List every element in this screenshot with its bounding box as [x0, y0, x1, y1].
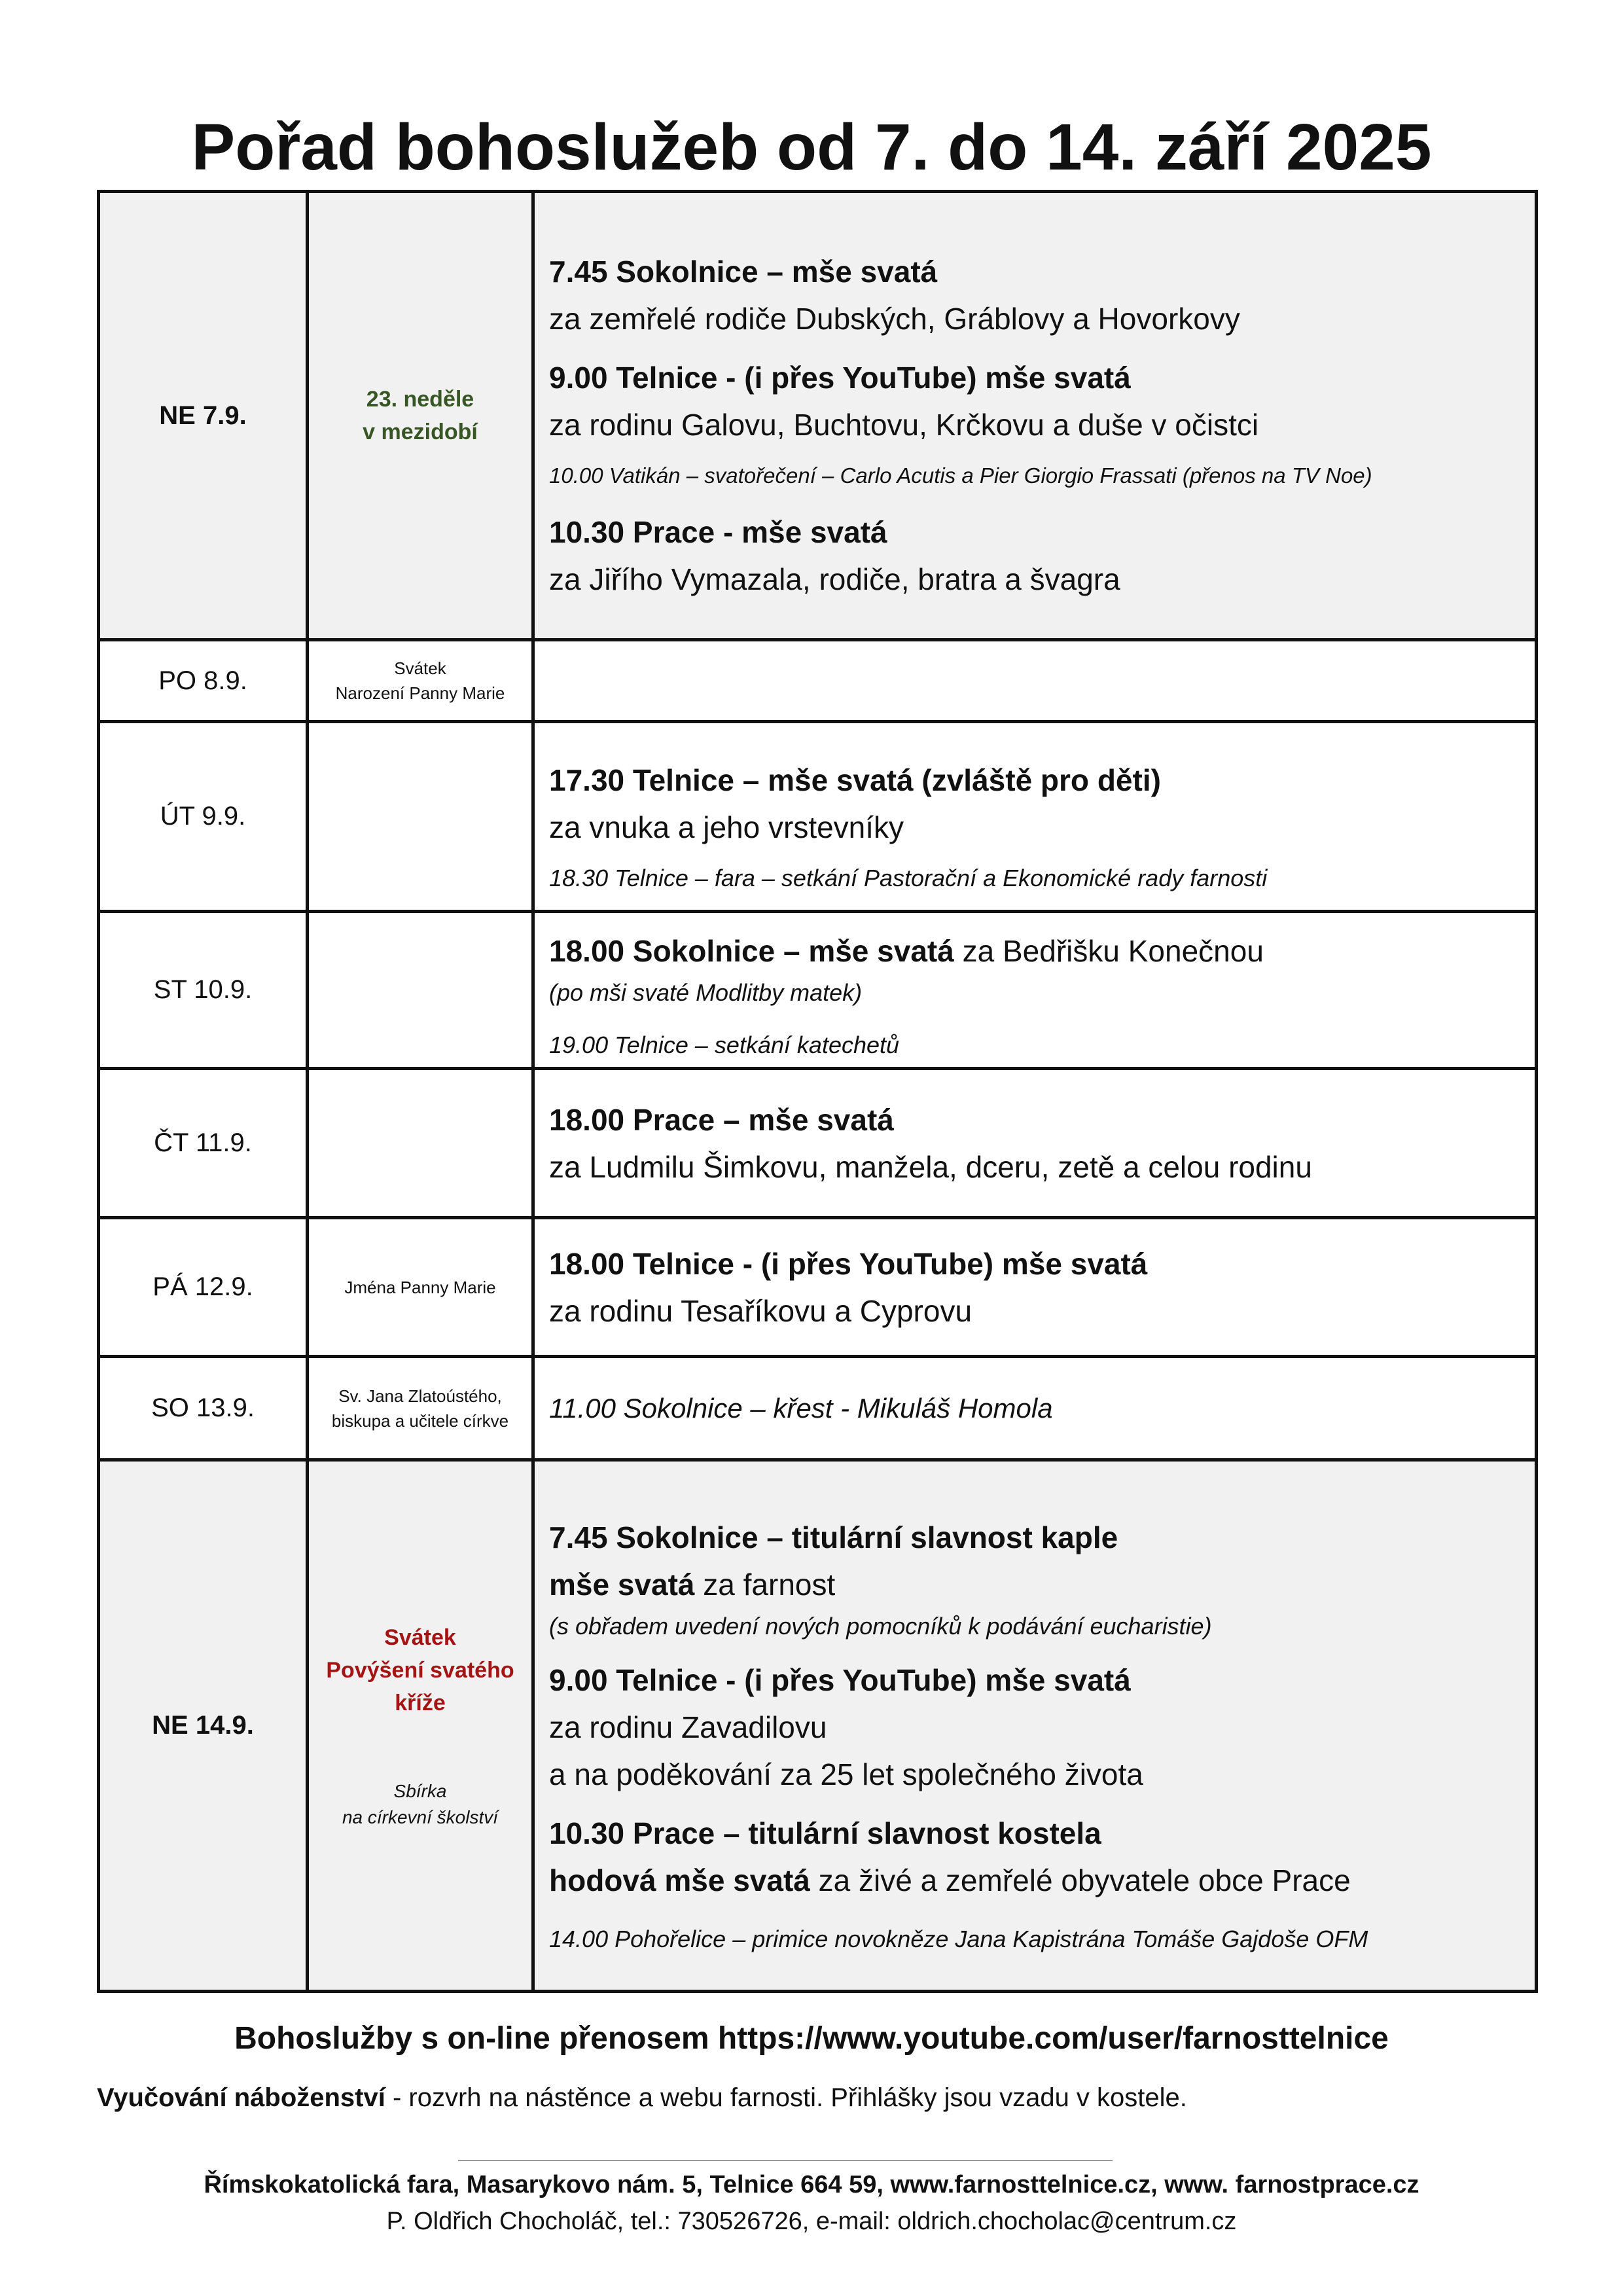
events-cell	[533, 192, 1537, 640]
event-heading: 9.00 Telnice - (i přes YouTube) mše svatá	[549, 361, 1131, 395]
feast-name: 23. neděle v mezidobí	[363, 387, 478, 444]
event-intention: za rodinu Tesaříkovu a Cyprovu	[549, 1293, 972, 1328]
feast-name: Jména Panny Marie	[344, 1277, 496, 1297]
parish-address: Římskokatolická fara, Masarykovo nám. 5, Telnice 664 59, www.farnosttelnice.cz, www. farnostprace.cz	[204, 2171, 1419, 2198]
feast-cell	[308, 1069, 533, 1218]
event-note: 11.00 Sokolnice – křest - Mikuláš Homola	[549, 1392, 1053, 1424]
feast-cell	[308, 1218, 533, 1357]
feast-line: biskupa a učitele církve	[331, 1410, 509, 1431]
feast-cell	[308, 912, 533, 1069]
feast-cell	[308, 1357, 533, 1460]
religion-heading: Vyučování náboženství	[97, 2083, 385, 2112]
feast-cell	[308, 1460, 533, 1992]
feast-line: Povýšení svatého	[326, 1657, 514, 1683]
religion-text: - rozvrh na nástěnce a webu farnosti. Přihlášky jsou vzadu v kostele.	[385, 2083, 1187, 2112]
feast-line: Svátek	[384, 1624, 456, 1650]
event-heading: mše svatá	[549, 1567, 695, 1602]
event-heading: hodová mše svatá	[549, 1863, 810, 1897]
table-row	[99, 1460, 1537, 1992]
event-intention: za farnost	[694, 1567, 836, 1602]
events-cell	[533, 1357, 1537, 1460]
feast-cell	[308, 722, 533, 912]
event-intention: za Ludmilu Šimkovu, manžela, dceru, zetě a celou rodinu	[549, 1149, 1312, 1184]
table-row	[99, 722, 1537, 912]
event-intention: za vnuka a jeho vrstevníky	[549, 810, 904, 844]
events-cell	[533, 1218, 1537, 1357]
feast-line: kříže	[395, 1690, 446, 1715]
table-row	[99, 1218, 1537, 1357]
events-cell	[533, 640, 1537, 722]
event-intention: za rodinu Galovu, Buchtovu, Krčkovu a duše v očistci	[549, 408, 1259, 442]
table-row	[99, 640, 1537, 722]
event-intention: a na poděkování za 25 let společného života	[549, 1757, 1143, 1791]
feast-line: Svátek	[394, 658, 446, 678]
day-cell: SO 13.9.	[99, 1357, 308, 1460]
day-cell: ČT 11.9.	[99, 1069, 308, 1218]
event-intention: za živé a zemřelé obyvatele obce Prace	[810, 1863, 1351, 1897]
event-line	[549, 1561, 1520, 1608]
day-cell: ÚT 9.9.	[99, 722, 308, 912]
day-cell: PO 8.9.	[99, 640, 308, 722]
feast-line: Narození Panny Marie	[335, 683, 505, 703]
event-intention: za Jiřího Vymazala, rodiče, bratra a švagra	[549, 562, 1120, 596]
feast-line: Sv. Jana Zlatoústého,	[338, 1386, 502, 1406]
events-cell	[533, 1069, 1537, 1218]
page-title: Pořad bohoslužeb od 7. do 14. září 2025	[191, 111, 1432, 184]
table-row	[99, 1069, 1537, 1218]
events-cell	[533, 912, 1537, 1069]
day-cell: NE 14.9.	[99, 1460, 308, 1992]
collection-line: na církevní školství	[342, 1806, 499, 1827]
event-heading: 10.30 Prace - mše svatá	[549, 515, 887, 549]
event-heading: 17.30 Telnice – mše svatá (zvláště pro děti)	[549, 762, 1161, 797]
event-heading: 18.00 Sokolnice – mše svatá	[549, 933, 954, 968]
footer-divider	[458, 2160, 1113, 2161]
live-stream-info: Bohoslužby s on-line přenosem https://www.youtube.com/user/farnosttelnice	[234, 2021, 1389, 2056]
event-heading: 10.30 Prace – titulární slavnost kostela	[549, 1816, 1101, 1850]
events-cell	[533, 722, 1537, 912]
event-intention: za Bedřišku Konečnou	[954, 933, 1264, 968]
table-row	[99, 1357, 1537, 1460]
event-note: (po mši svaté Modlitby matek)	[549, 978, 863, 1006]
day-cell: PÁ 12.9.	[99, 1218, 308, 1357]
event-note: 10.00 Vatikán – svatořečení – Carlo Acutis a Pier Giorgio Frassati (přenos na TV Noe)	[549, 463, 1372, 488]
event-note: 18.30 Telnice – fara – setkání Pastorační a Ekonomické rady farnosti	[549, 864, 1268, 891]
feast-cell	[308, 192, 533, 640]
event-line	[549, 1857, 1520, 1904]
event-heading: 9.00 Telnice - (i přes YouTube) mše svatá	[549, 1662, 1131, 1697]
event-heading: 18.00 Telnice - (i přes YouTube) mše svatá	[549, 1246, 1148, 1281]
table-row	[99, 192, 1537, 640]
collection-line: Sbírka	[393, 1780, 447, 1801]
event-note: (s obřadem uvedení nových pomocníků k podávání eucharistie)	[549, 1612, 1212, 1640]
event-heading: 7.45 Sokolnice – titulární slavnost kaple	[549, 1520, 1118, 1554]
event-note: 14.00 Pohořelice – primice novokněze Jana Kapistrána Tomáše Gajdoše OFM	[549, 1925, 1368, 1952]
event-intention: za zemřelé rodiče Dubských, Gráblovy a Hovorkovy	[549, 302, 1240, 336]
religion-info	[97, 2078, 1187, 2117]
events-cell	[533, 1460, 1537, 1992]
day-cell: NE 7.9.	[99, 192, 308, 640]
event-intention: za rodinu Zavadilovu	[549, 1710, 827, 1744]
event-heading: 7.45 Sokolnice – mše svatá	[549, 255, 938, 289]
day-cell: ST 10.9.	[99, 912, 308, 1069]
parish-contact: P. Oldřich Chocholáč, tel.: 730526726, e-mail: oldrich.chocholac@centrum.cz	[386, 2208, 1237, 2235]
event-note: 19.00 Telnice – setkání katechetů	[549, 1031, 900, 1058]
event-heading: 18.00 Prace – mše svatá	[549, 1102, 894, 1137]
table-row	[99, 912, 1537, 1069]
event-line	[549, 927, 1520, 975]
feast-cell	[308, 640, 533, 722]
schedule-table	[97, 190, 1538, 1993]
